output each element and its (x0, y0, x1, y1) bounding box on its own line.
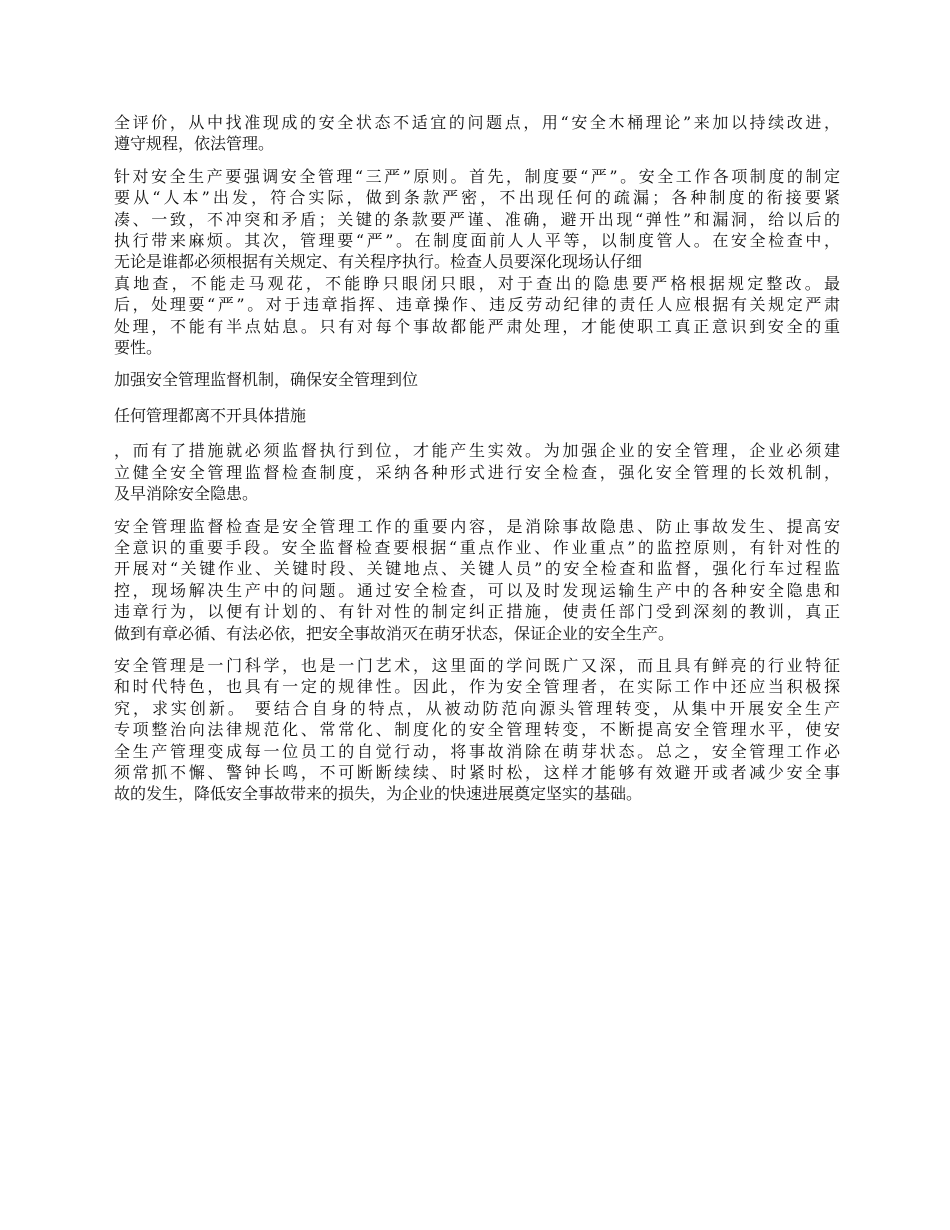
text-line: 全评价，从中找准现成的安全状态不适宜的问题点，用“安全木桶理论”来加以持续改进， (114, 113, 840, 132)
text-line: 全生产管理变成每一位员工的自觉行动，将事故消除在萌芽状态。总之，安全管理工作必 (114, 741, 840, 761)
text-line: 加强安全管理监督机制，确保安全管理到位 (114, 370, 419, 390)
section-subheading (114, 405, 840, 426)
text-line: 遵守规程，依法管理。 (114, 134, 275, 154)
text-line: 凑、一致，不冲突和矛盾；关键的条款要严谨、准确，避开出现“弹性”和漏洞，给以后的 (114, 209, 840, 229)
text-line: 要从“人本”出发，符合实际，做到条款严密，不出现任何的疏漏；各种制度的衔接要紧 (114, 188, 840, 208)
text-line: 究，求实创新。 要结合自身的特点，从被动防范向源头管理转变，从集中开展安全生产 (114, 698, 840, 718)
paragraph-1 (114, 112, 840, 155)
text-line: 要性。 (114, 338, 163, 358)
text-line: 真地查，不能走马观花，不能睁只眼闭只眼，对于查出的隐患要严格根据规定整改。最 (114, 273, 840, 293)
text-line: 针对安全生产要强调安全管理“三严”原则。首先，制度要“严”。安全工作各项制度的制定 (114, 166, 840, 186)
text-line: 全意识的重要手段。安全监督检查要根据“重点作业、作业重点”的监控原则，有针对性的 (114, 537, 840, 557)
paragraph-5 (114, 440, 840, 504)
text-line: ，而有了措施就必须监督执行到位，才能产生实效。为加强企业的安全管理，企业必须建 (114, 441, 840, 461)
text-line: 处理，不能有半点姑息。只有对每个事故都能严肃处理，才能使职工真正意识到安全的重 (114, 316, 840, 336)
text-line: 开展对“关键作业、关键时段、关键地点、关键人员”的安全检查和监督，强化行车过程监 (114, 559, 840, 579)
text-line: 执行带来麻烦。其次，管理要“严”。在制度面前人人平等，以制度管人。在安全检查中， (114, 231, 840, 251)
text-line: 及早消除安全隐患。 (114, 484, 259, 504)
text-line: 控，现场解决生产中的问题。通过安全检查，可以及时发现运输生产中的各种安全隐患和 (114, 580, 840, 600)
section-heading (114, 369, 840, 390)
text-line: 故的发生，降低安全事故带来的损失，为企业的快速进展奠定坚实的基础。 (114, 784, 643, 804)
text-line: 后，处理要“严”。对于违章指挥、违章操作、违反劳动纪律的责任人应根据有关规定严肃 (114, 295, 840, 315)
text-line: 违章行为，以便有计划的、有针对性的制定纠正措施，使责任部门受到深刻的教训，真正 (114, 602, 840, 622)
paragraph-7 (114, 655, 840, 805)
text-line: 立健全安全管理监督检查制度，采纳各种形式进行安全检查，强化安全管理的长效机制， (114, 462, 840, 482)
text-line: 须常抓不懈、警钟长鸣，不可断断续续、时紧时松，这样才能够有效避开或者减少安全事 (114, 762, 840, 782)
text-line: 任何管理都离不开具体措施 (114, 405, 307, 425)
paragraph-6 (114, 516, 840, 644)
text-line: 无论是谁都必须根据有关规定、有关程序执行。检查人员要深化现场认仔细 (114, 252, 643, 272)
text-line: 安全管理监督检查是安全管理工作的重要内容，是消除事故隐患、防止事故发生、提高安 (114, 516, 840, 536)
text-line: 和时代特色，也具有一定的规律性。因此，作为安全管理者，在实际工作中还应当积极探 (114, 677, 840, 697)
text-line: 安全管理是一门科学，也是一门艺术，这里面的学问既广又深，而且具有鲜亮的行业特征 (114, 655, 840, 675)
paragraph-2 (114, 166, 840, 359)
text-line: 做到有章必循、有法必依，把安全事故消灭在萌牙状态，保证企业的安全生产。 (114, 623, 675, 643)
text-line: 专项整治向法律规范化、常常化、制度化的安全管理转变，不断提高安全管理水平，使安 (114, 720, 840, 740)
document-body (114, 112, 840, 816)
